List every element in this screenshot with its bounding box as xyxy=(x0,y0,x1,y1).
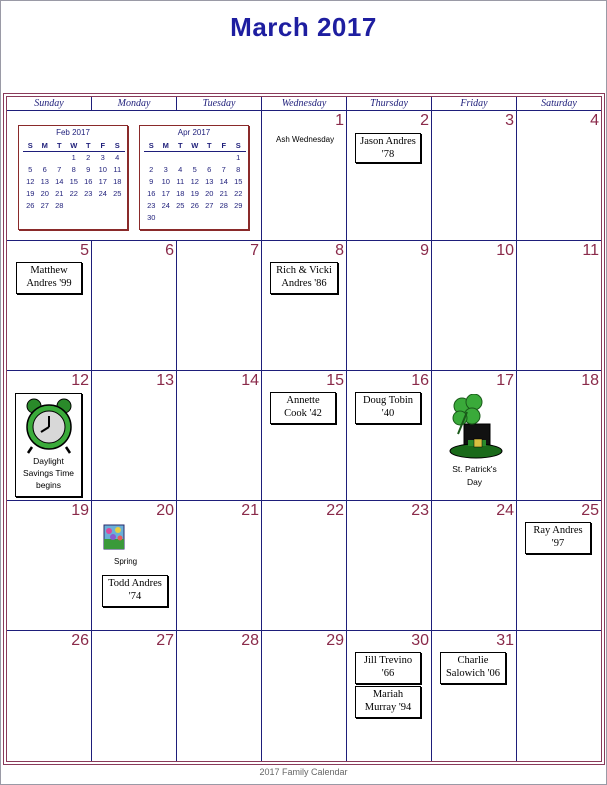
mini-day: 22 xyxy=(234,189,243,198)
day-cell-24[interactable] xyxy=(432,501,517,631)
event-anniversary-box xyxy=(270,262,338,294)
mini-calendar-title: Feb 2017 xyxy=(56,128,90,137)
mini-day: 3 xyxy=(100,153,105,162)
date-number: 30 xyxy=(411,632,429,649)
header-saturday: Saturday xyxy=(541,98,577,109)
mini-day: 30 xyxy=(147,213,156,222)
event-line: '78 xyxy=(381,149,395,160)
mini-day xyxy=(173,152,188,164)
mini-day xyxy=(217,212,232,224)
mini-day: 17 xyxy=(161,189,170,198)
day-cell-23[interactable] xyxy=(347,501,432,631)
day-cell-29[interactable] xyxy=(262,631,347,761)
event-line: Annette xyxy=(286,395,320,406)
day-cell-25[interactable] xyxy=(517,501,601,631)
date-number: 21 xyxy=(241,502,259,519)
mini-day: 14 xyxy=(55,177,64,186)
day-cell-6[interactable] xyxy=(92,241,177,371)
calendar-grid xyxy=(6,96,602,762)
day-cell-14[interactable] xyxy=(177,371,262,501)
mini-calendar-feb xyxy=(18,125,128,230)
date-number: 10 xyxy=(496,242,514,259)
mini-day xyxy=(23,152,38,164)
calendar-title: March 2017 xyxy=(230,12,377,42)
day-cell-20[interactable] xyxy=(92,501,177,631)
event-birthday-box xyxy=(440,652,506,684)
mini-day: 13 xyxy=(40,177,49,186)
empty-cell xyxy=(517,631,601,761)
mini-day: 1 xyxy=(71,153,76,162)
mini-weekday-label: S xyxy=(114,141,120,150)
event-line: St. Patrick's xyxy=(452,464,497,474)
mini-day: 15 xyxy=(69,177,78,186)
event-birthday-box xyxy=(270,392,336,424)
page-footer: 2017 Family Calendar xyxy=(259,767,348,777)
mini-day: 7 xyxy=(221,165,226,174)
mini-calendar-days xyxy=(144,140,246,224)
event-line: Andres '99 xyxy=(26,278,72,289)
mini-day xyxy=(217,152,232,164)
mini-day: 10 xyxy=(161,177,170,186)
date-number: 20 xyxy=(156,502,174,519)
mini-weekday-label: M xyxy=(162,141,169,150)
mini-day xyxy=(202,152,217,164)
mini-day: 6 xyxy=(42,165,47,174)
mini-calendars-cell xyxy=(7,111,262,241)
event-line: '66 xyxy=(381,668,395,679)
mini-day: 8 xyxy=(236,165,241,174)
mini-weekday-label: M xyxy=(41,141,48,150)
event-birthday-box xyxy=(355,686,421,718)
mini-day: 20 xyxy=(205,189,214,198)
mini-day: 25 xyxy=(176,201,185,210)
event-daylight-savings-box xyxy=(15,393,82,497)
mini-day: 14 xyxy=(219,177,228,186)
event-birthday-box xyxy=(525,522,591,554)
mini-day: 12 xyxy=(190,177,199,186)
day-cell-11[interactable] xyxy=(517,241,601,371)
mini-day xyxy=(144,152,159,164)
event-line: Rich & Vicki xyxy=(276,265,332,276)
header-tuesday: Tuesday xyxy=(177,97,262,110)
day-cell-10[interactable] xyxy=(432,241,517,371)
mini-day: 9 xyxy=(149,177,154,186)
mini-weekday-label: F xyxy=(221,141,227,150)
day-cell-5[interactable] xyxy=(7,241,92,371)
date-number: 7 xyxy=(250,242,259,259)
mini-weekday-label: F xyxy=(100,141,106,150)
mini-day xyxy=(188,152,203,164)
mini-day: 7 xyxy=(57,165,62,174)
mini-day: 3 xyxy=(163,165,168,174)
day-cell-22[interactable] xyxy=(262,501,347,631)
mini-day: 12 xyxy=(26,177,35,186)
mini-day: 5 xyxy=(28,165,33,174)
event-line: Mariah xyxy=(372,689,404,700)
day-cell-16[interactable] xyxy=(347,371,432,501)
date-number: 17 xyxy=(496,372,514,389)
event-birthday-box xyxy=(102,575,168,607)
event-line: Andres '86 xyxy=(281,278,327,289)
mini-day xyxy=(159,212,174,224)
event-line: Doug Tobin xyxy=(362,395,414,406)
date-number: 11 xyxy=(582,242,599,259)
mini-day: 23 xyxy=(84,189,93,198)
day-cell-19[interactable] xyxy=(7,501,92,631)
mini-day: 24 xyxy=(98,189,107,198)
mini-day: 11 xyxy=(113,165,122,174)
date-number: 5 xyxy=(80,242,89,259)
day-cell-2[interactable] xyxy=(347,111,432,241)
date-number: 26 xyxy=(71,632,89,649)
mini-day: 4 xyxy=(115,153,120,162)
event-line: Ray Andres xyxy=(533,525,583,536)
date-number: 29 xyxy=(326,632,344,649)
mini-day: 25 xyxy=(113,189,122,198)
mini-calendar-title: Apr 2017 xyxy=(177,128,211,137)
date-number: 28 xyxy=(241,632,259,649)
day-cell-4[interactable] xyxy=(517,111,601,241)
date-number: 16 xyxy=(411,372,429,389)
mini-day: 24 xyxy=(161,201,170,210)
mini-weekday-label: W xyxy=(70,141,78,150)
mini-day: 9 xyxy=(86,165,91,174)
event-birthday-box xyxy=(16,262,82,294)
mini-day: 11 xyxy=(176,177,185,186)
mini-day: 8 xyxy=(71,165,76,174)
event-spring: Spring xyxy=(114,557,138,566)
mini-weekday-label: T xyxy=(177,141,183,150)
day-cell-17[interactable] xyxy=(432,371,517,501)
event-line: '40 xyxy=(381,408,395,419)
mini-day xyxy=(52,152,67,164)
mini-day: 17 xyxy=(98,177,107,186)
event-line: begins xyxy=(35,480,62,490)
event-st-patricks xyxy=(437,463,512,489)
mini-day xyxy=(96,200,111,212)
mini-day: 27 xyxy=(205,201,214,210)
date-number: 9 xyxy=(420,242,429,259)
day-cell-28[interactable] xyxy=(177,631,262,761)
mini-day: 23 xyxy=(147,201,156,210)
event-line: Cook '42 xyxy=(284,408,322,419)
event-line: Day xyxy=(466,477,483,487)
mini-day xyxy=(188,212,203,224)
event-birthday-box xyxy=(355,133,421,163)
mini-day xyxy=(159,152,174,164)
event-line: '97 xyxy=(551,538,565,549)
mini-day: 10 xyxy=(98,165,107,174)
event-line: Todd Andres xyxy=(108,578,162,589)
date-number: 14 xyxy=(241,372,259,389)
header-thursday: Thursday xyxy=(347,97,432,110)
header-friday: Friday xyxy=(432,97,517,110)
day-cell-8[interactable] xyxy=(262,241,347,371)
mini-day: 18 xyxy=(113,177,122,186)
date-number: 8 xyxy=(335,242,344,259)
mini-day: 19 xyxy=(26,189,35,198)
event-line: Daylight xyxy=(33,456,64,466)
date-number: 31 xyxy=(496,632,514,649)
date-number: 25 xyxy=(581,502,599,519)
mini-day: 21 xyxy=(55,189,64,198)
mini-day: 28 xyxy=(55,201,64,210)
alarm-clock-icon xyxy=(22,397,76,455)
date-number: 6 xyxy=(165,242,174,259)
mini-day: 28 xyxy=(219,201,228,210)
shamrock-hat-icon xyxy=(446,394,504,460)
day-cell-27[interactable] xyxy=(92,631,177,761)
date-number: 23 xyxy=(411,502,429,519)
mini-calendar-days xyxy=(23,140,125,212)
header-wednesday: Wednesday xyxy=(262,97,347,110)
mini-day: 1 xyxy=(236,153,241,162)
day-cell-9[interactable] xyxy=(347,241,432,371)
mini-weekday-label: S xyxy=(148,141,154,150)
date-number: 1 xyxy=(335,112,344,129)
event-line: Jill Trevino xyxy=(363,655,413,666)
mini-day xyxy=(173,212,188,224)
mini-day: 21 xyxy=(219,189,228,198)
mini-weekday-label: S xyxy=(27,141,33,150)
header-monday: Monday xyxy=(92,97,177,110)
event-line: Charlie xyxy=(457,655,489,666)
mini-weekday-label: S xyxy=(235,141,241,150)
mini-day xyxy=(231,212,246,224)
event-line: '74 xyxy=(128,591,142,602)
mini-day: 5 xyxy=(192,165,197,174)
mini-day: 27 xyxy=(40,201,49,210)
day-cell-13[interactable] xyxy=(92,371,177,501)
mini-day xyxy=(81,200,96,212)
mini-day xyxy=(67,200,82,212)
day-cell-12[interactable] xyxy=(7,371,92,501)
mini-weekday-label: T xyxy=(206,141,212,150)
date-number: 12 xyxy=(71,372,89,389)
event-line: Matthew xyxy=(30,265,68,276)
day-cell-3[interactable] xyxy=(432,111,517,241)
mini-day: 29 xyxy=(234,201,243,210)
mini-day: 13 xyxy=(205,177,214,186)
event-birthday-box xyxy=(355,392,421,424)
date-number: 3 xyxy=(505,112,514,129)
event-line: Salowich '06 xyxy=(445,668,501,679)
mini-day: 20 xyxy=(40,189,49,198)
date-number: 13 xyxy=(156,372,174,389)
mini-weekday-label: T xyxy=(85,141,91,150)
day-cell-1[interactable] xyxy=(262,111,347,241)
date-number: 24 xyxy=(496,502,514,519)
header-sunday: Sunday xyxy=(7,97,92,110)
day-cell-7[interactable] xyxy=(177,241,262,371)
mini-day: 4 xyxy=(178,165,183,174)
mini-day: 26 xyxy=(26,201,35,210)
mini-day xyxy=(38,152,53,164)
mini-day: 19 xyxy=(190,189,199,198)
day-cell-26[interactable] xyxy=(7,631,92,761)
mini-weekday-label: W xyxy=(191,141,199,150)
date-number: 22 xyxy=(326,502,344,519)
event-line: Savings Time xyxy=(22,468,75,478)
mini-day: 22 xyxy=(69,189,78,198)
date-number: 18 xyxy=(581,372,599,389)
day-cell-21[interactable] xyxy=(177,501,262,631)
date-number: 19 xyxy=(71,502,89,519)
mini-weekday-label: T xyxy=(56,141,62,150)
day-cell-30[interactable] xyxy=(347,631,432,761)
mini-day xyxy=(202,212,217,224)
mini-day: 2 xyxy=(86,153,91,162)
date-number: 2 xyxy=(420,112,429,129)
event-ash-wednesday: Ash Wednesday xyxy=(276,135,335,144)
mini-calendar-apr xyxy=(139,125,249,230)
mini-day: 18 xyxy=(176,189,185,198)
mini-day: 16 xyxy=(84,177,93,186)
event-line: Jason Andres xyxy=(360,136,416,147)
mini-day: 6 xyxy=(207,165,212,174)
date-number: 15 xyxy=(326,372,344,389)
date-number: 4 xyxy=(590,112,599,129)
spring-flowers-icon xyxy=(103,523,125,551)
day-cell-15[interactable] xyxy=(262,371,347,501)
date-number: 27 xyxy=(156,632,174,649)
day-cell-31[interactable] xyxy=(432,631,517,761)
event-line: Murray '94 xyxy=(364,702,412,713)
mini-day: 26 xyxy=(190,201,199,210)
mini-day xyxy=(110,200,125,212)
mini-day: 2 xyxy=(149,165,154,174)
event-birthday-box xyxy=(355,652,421,684)
day-cell-18[interactable] xyxy=(517,371,601,501)
mini-day: 16 xyxy=(147,189,156,198)
mini-day: 15 xyxy=(234,177,243,186)
